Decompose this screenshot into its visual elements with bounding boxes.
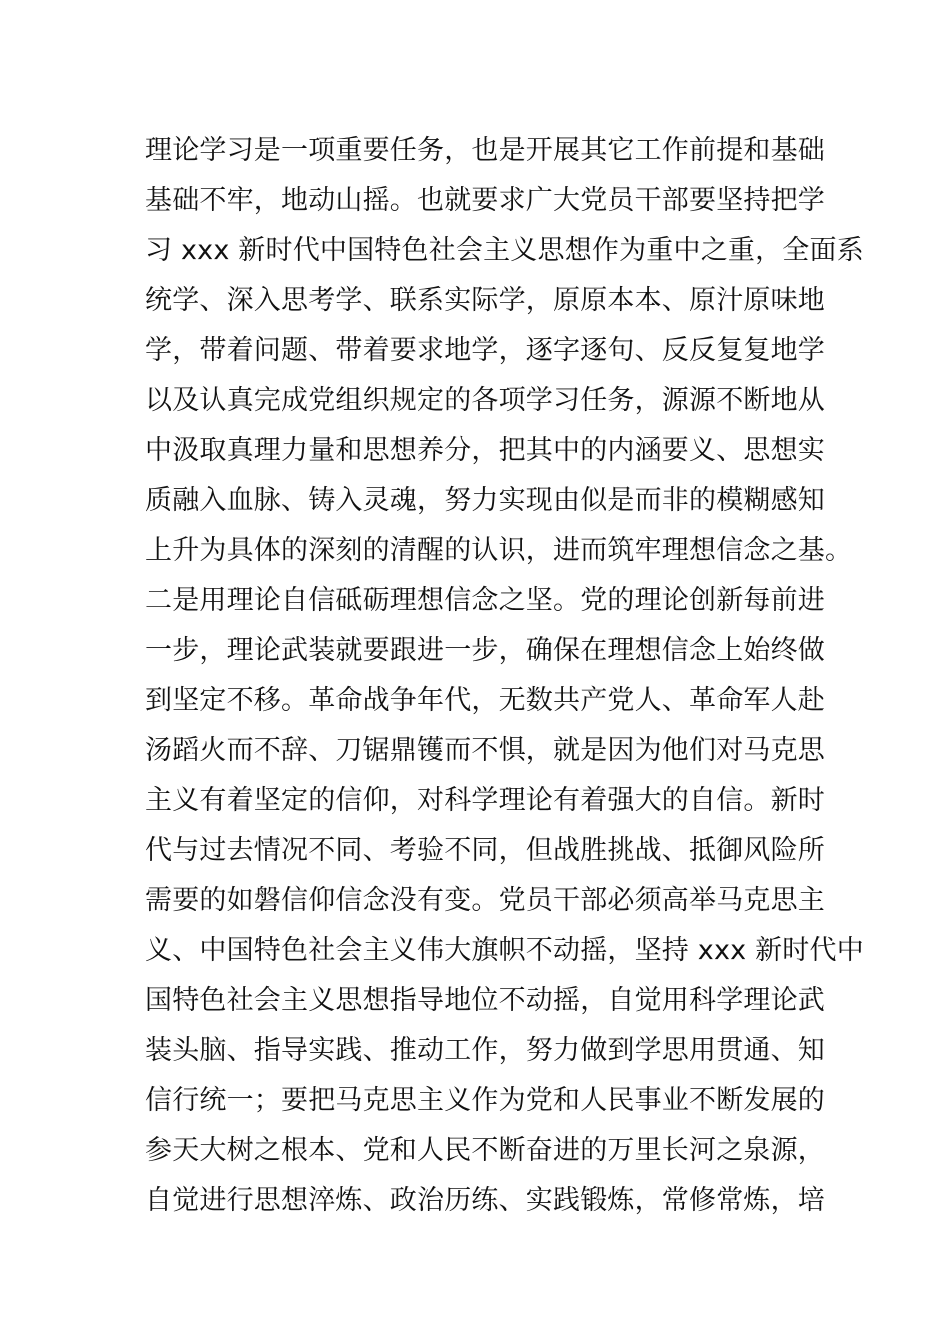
text-line: 主义有着坚定的信仰，对科学理论有着强大的自信。新时 xyxy=(145,785,825,816)
text-line: 信行统一；要把马克思主义作为党和人民事业不断发展的 xyxy=(145,1085,825,1116)
text-line: 需要的如磐信仰信念没有变。党员干部必须高举马克思主 xyxy=(145,885,825,916)
text-line: 汤蹈火而不辞、刀锯鼎镬而不惧，就是因为他们对马克思 xyxy=(145,735,825,766)
text-line: 质融入血脉、铸入灵魂，努力实现由似是而非的模糊感知 xyxy=(145,485,825,516)
text-line: 国特色社会主义思想指导地位不动摇，自觉用科学理论武 xyxy=(145,985,825,1016)
text-line: 到坚定不移。革命战争年代，无数共产党人、革命军人赴 xyxy=(145,685,825,716)
text-line: 理论学习是一项重要任务，也是开展其它工作前提和基础 xyxy=(145,135,825,166)
text-line: 习 xxx 新时代中国特色社会主义思想作为重中之重，全面系 xyxy=(145,235,864,266)
text-line: 统学、深入思考学、联系实际学，原原本本、原汁原味地 xyxy=(145,285,825,316)
text-line: 参天大树之根本、党和人民不断奋进的万里长河之泉源， xyxy=(145,1135,825,1166)
text-line: 二是用理论自信砥砺理想信念之坚。党的理论创新每前进 xyxy=(145,585,825,616)
text-line: 代与过去情况不同、考验不同，但战胜挑战、抵御风险所 xyxy=(145,835,825,866)
text-line: 学，带着问题、带着要求地学，逐字逐句、反反复复地学 xyxy=(145,335,825,366)
text-line: 中汲取真理力量和思想养分，把其中的内涵要义、思想实 xyxy=(145,435,825,466)
text-line: 自觉进行思想淬炼、政治历练、实践锻炼，常修常炼，培 xyxy=(145,1185,825,1216)
text-line: 装头脑、指导实践、推动工作，努力做到学思用贯通、知 xyxy=(145,1035,825,1066)
text-line: 义、中国特色社会主义伟大旗帜不动摇，坚持 xxx 新时代中 xyxy=(145,935,864,966)
body-text xyxy=(145,126,864,1226)
text-line: 以及认真完成党组织规定的各项学习任务，源源不断地从 xyxy=(145,385,825,416)
text-line: 一步，理论武装就要跟进一步，确保在理想信念上始终做 xyxy=(145,635,825,666)
text-line: 上升为具体的深刻的清醒的认识，进而筑牢理想信念之基。 xyxy=(145,535,853,566)
text-line: 基础不牢，地动山摇。也就要求广大党员干部要坚持把学 xyxy=(145,185,825,216)
